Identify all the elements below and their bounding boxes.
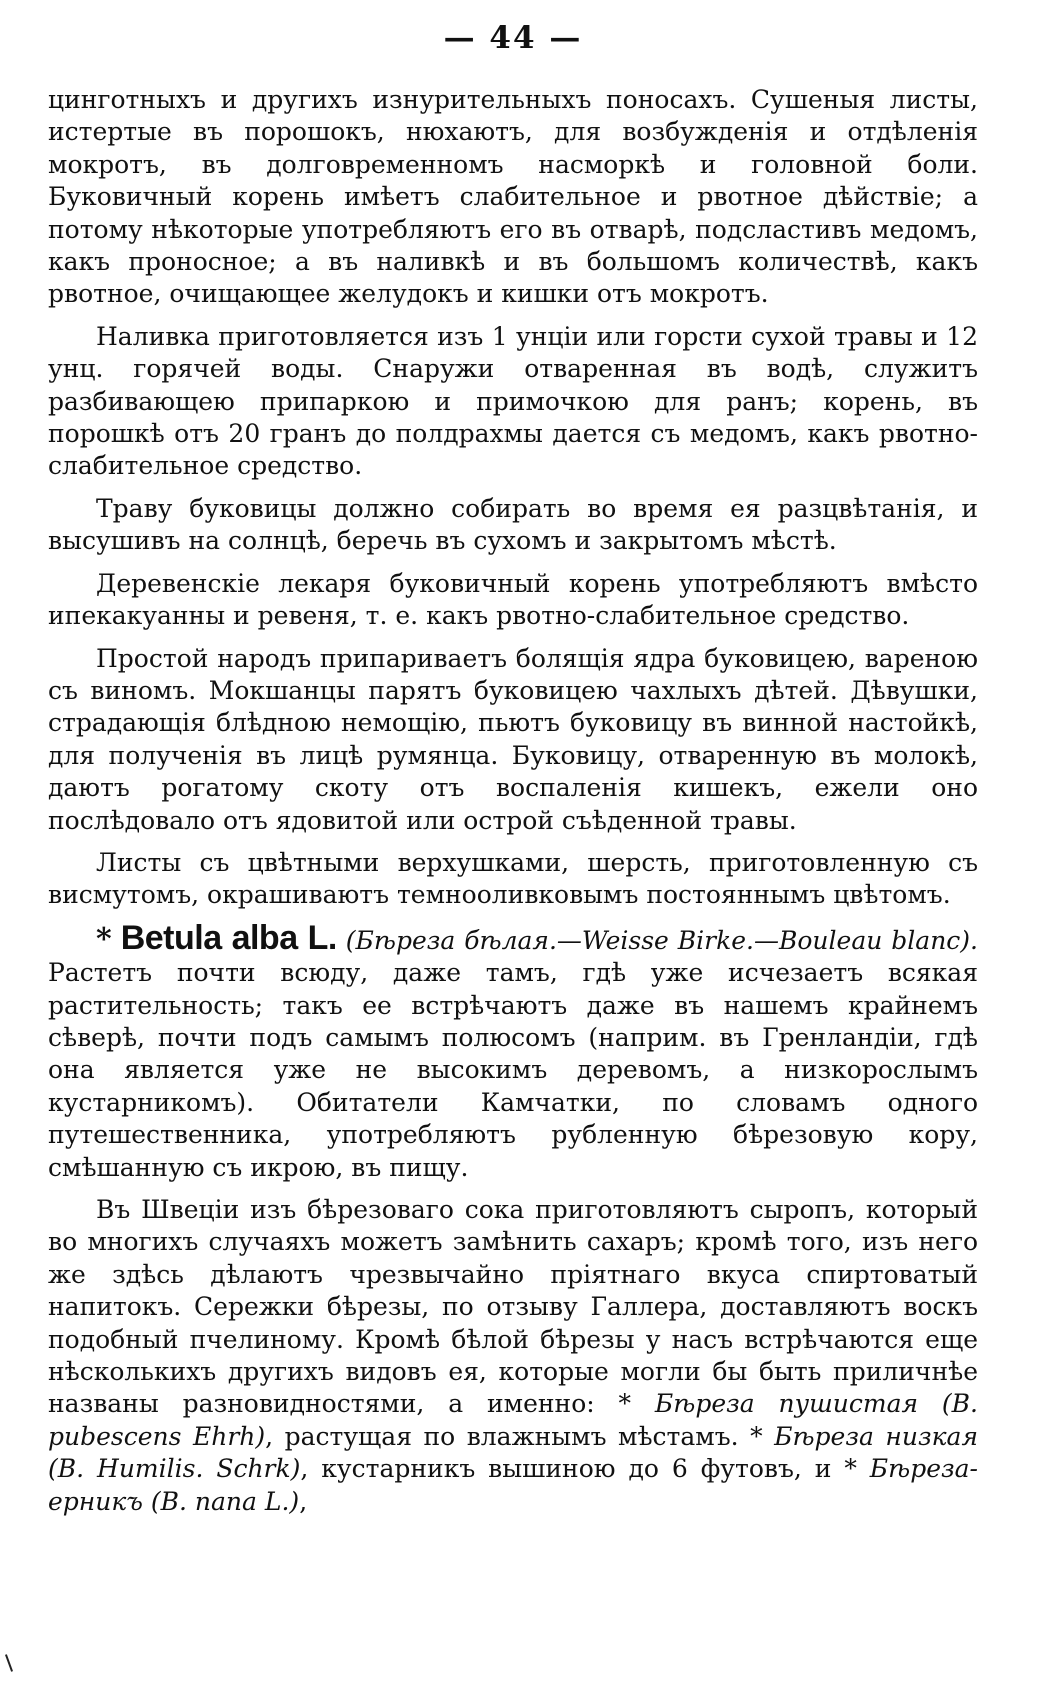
variety-humilis: * Бѣреза низкая (B. Humilis. Schrk) (48, 1421, 978, 1484)
paragraph-3: Траву буковицы должно собирать во время ея разцвѣтанія, и высушивъ на солнцѣ, беречь въ сухомъ и закрытомъ мѣстѣ. (48, 493, 978, 556)
paragraph-1: цинготныхъ и другихъ изнурительныхъ поносахъ. Сушеныя листы, истертые въ порошокъ, нюхаютъ, для возбужденія и отдѣленія мокротъ, въ долговременномъ насморкѣ и головной боли. Буковичный корень имѣетъ слабительное и рвотное дѣйствіе; а потому нѣкоторые употребляютъ его въ отварѣ, подсластивъ медомъ, какъ проносное; а въ наливкѣ и въ большомъ количествѣ, какъ рвотное, очищающее желудокъ и кишки отъ мокротъ. (48, 85, 978, 309)
species-synonyms: (Бѣреза бѣлая.—Weisse Birke.—Bouleau blanc). (345, 925, 978, 955)
birch-text-4: , (299, 1486, 308, 1516)
paragraph-4: Деревенскіе лекаря буковичный корень употребляютъ вмѣсто ипекакуанны и ревеня, т. е. какъ рвотно-слабительное средство. (48, 568, 978, 631)
paragraph-5: Простой народъ припариваетъ болящія ядра буковицею, вареною съ виномъ. Мокшанцы парятъ буковицею чахлыхъ дѣтей. Дѣвушки, страдающія блѣдною немощію, пьютъ буковицу въ винной настойкѣ, для полученія въ лицѣ румянца. Буковицу, отваренную въ молокѣ, даютъ рогатому скоту отъ воспаленія кишекъ, ежели оно послѣдовало отъ ядовитой или острой съѣденной травы. (48, 643, 978, 835)
entry-asterisk: * (96, 921, 112, 957)
paragraph-birch-uses (48, 1194, 978, 1518)
document-page (48, 18, 978, 1528)
paragraph-2: Наливка приготовляется изъ 1 унціи или горсти сухой травы и 12 унц. горячей воды. Снаружи отваренная въ водѣ, служитъ разбивающею припаркою и примочкою для ранъ; корень, въ порошкѣ отъ 20 гранъ до полдрахмы дается съ медомъ, какъ рвотно-слабительное средство. (48, 321, 978, 481)
scan-mark (5, 1654, 13, 1672)
species-heading: Betula alba L. (120, 918, 337, 957)
variety-pubescens: * Бѣреза пушистая (B. pubescens Ehrh) (48, 1389, 978, 1451)
birch-text-1: Въ Швеціи изъ бѣрезоваго сока приготовляютъ сыропъ, который во многихъ случаяхъ можетъ замѣнить сахаръ; кромѣ того, изъ него же здѣсь дѣлаютъ чрезвычайно пріятнаго вкуса спиртоватый напитокъ. Сережки бѣрезы, по отзыву Галлера, доставляютъ воскъ подобный пчелиному. Кромѣ бѣлой бѣрезы у насъ встрѣчаются еще нѣсколькихъ другихъ видовъ ея, которые могли бы быть приличнѣе названы разновидностями, а именно: (48, 1195, 978, 1419)
species-description: Растетъ почти всюду, даже тамъ, гдѣ уже исчезаетъ всякая растительность; такъ ее встрѣчаютъ даже въ нашемъ крайнемъ сѣверѣ, почти подъ самымъ полюсомъ (наприм. въ Гренландіи, гдѣ она является уже не высокимъ деревомъ, а низкорослымъ кустарникомъ). Обитатели Камчатки, по словамъ одного путешественника, употребляютъ рубленную бѣрезовую кору, смѣшанную съ икрою, въ пищу. (48, 958, 978, 1182)
betula-entry (48, 918, 978, 1184)
paragraph-6: Листы съ цвѣтными верхушками, шерсть, приготовленную съ висмутомъ, окрашиваютъ темнооливковымъ постояннымъ цвѣтомъ. (48, 847, 978, 910)
variety-nana: * Бѣреза-ерникъ (B. nana L.) (48, 1454, 978, 1516)
birch-text-3: , кустарникъ вышиною до 6 футовъ, и (300, 1454, 845, 1484)
birch-text-2: , растущая по влажнымъ мѣстамъ. (265, 1421, 751, 1451)
page-number: — 44 — (443, 20, 583, 56)
